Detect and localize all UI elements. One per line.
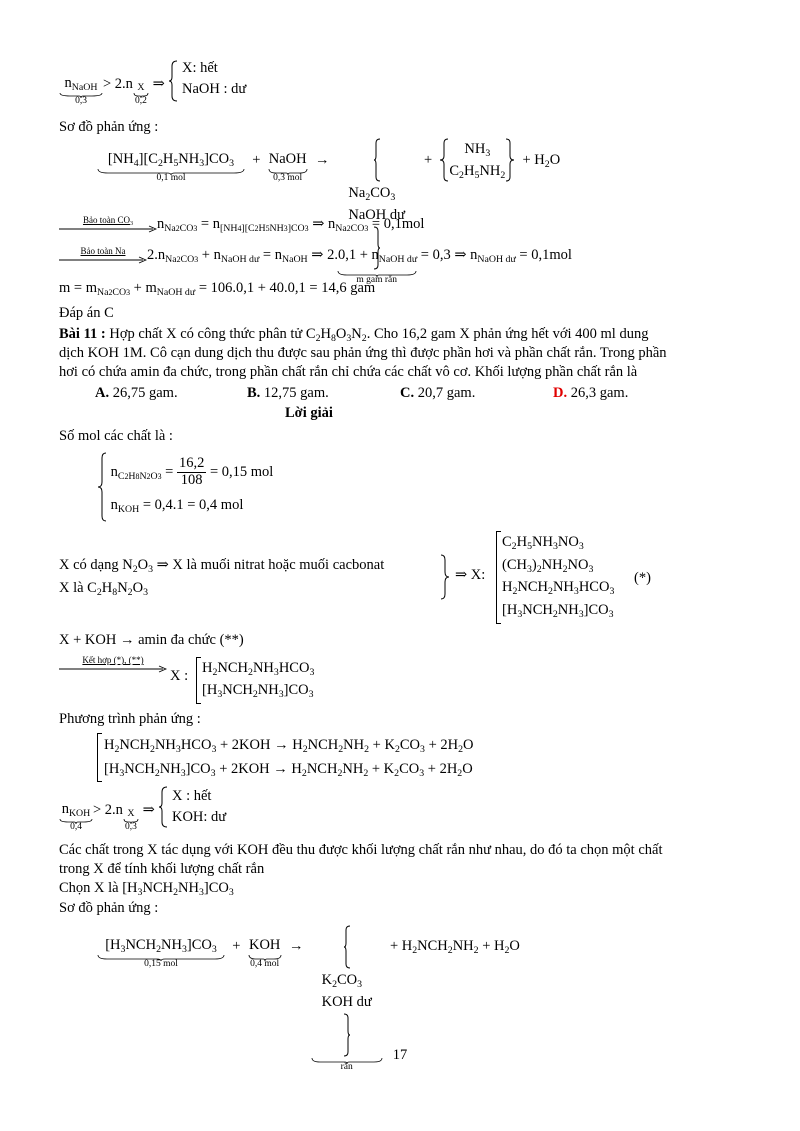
x-candidate-list [496,531,614,623]
so-do-label-1: Sơ đồ phản ứng : [59,119,159,135]
left-brace [168,60,178,102]
excess-comparison-koh: $n_{KOH}$ 0,4 > 2.n $_X$ 0,3 ⇒ X : hết KOH: dư [61,788,227,832]
option-b: B. 12,75 gam. [247,385,329,401]
x-form-line-1: X có dạng $N_2O_3$ ⇒ X là muối nitrat hoặc muối cacbonat [59,557,385,575]
pt-label: Phương trình phản ứng : [59,711,201,727]
mole-system: $n_{C2H8N2O3}$ = $\frac{16,2}{108}$ = 0,15 mol $n_{KOH} = 0,4.1 = 0,4$ mol [97,452,273,522]
option-c: C. 20,7 gam. [400,385,476,401]
page-number: 17 [392,1047,408,1063]
candidate-1: $C_2H_5NH_3NO_3$ [502,534,584,552]
so-mol-label: Số mol các chất là : [59,428,173,444]
ket-hop-line: Kết hợp (*), (**) [59,656,167,673]
star-note: (*) [634,570,651,586]
x-koh-line: X + KOH → amin đa chức (**) [59,632,244,648]
chon-x-line: Chọn X là $[H_3NCH_2NH_3]CO_3$ [59,880,234,898]
equations-bracket [97,733,102,782]
mass-calculation-line: $m = m_{Na2CO3} + m_{NaOH dư} = 106.0,1 + 40.0,1 = 14,6$ gam [59,280,376,298]
excess-comparison-naoh: $n_{NaOH}$ 0,3 > 2.n $_X$ 0,2 ⇒ X: hết NaOH : dư [59,58,246,106]
so-do-label-2: Sơ đồ phản ứng : [59,900,159,916]
paragraph-line-1: Các chất trong X tác dụng với KOH đều thu được khối lượng chất rắn như nhau, do đó ta chọn một chất [59,842,663,858]
reaction-scheme-2: $[H_3NCH_2NH_3]CO_3$ 0,15 mol + KOH 0,4 mol → $K_2CO_3$ KOH dư rắn + $H_2NCH_2NH_2 + H_2O$ [97,925,520,1072]
option-a: A. 26,75 gam. [95,385,178,401]
candidate-2: $(CH_3)_2NH_2NO_3$ [502,556,594,575]
bao-toan-co3-line: Bảo toàn $CO_3$ $n_{Na2CO3} = n_{[NH4][C2H5NH3]CO3}$ ⇒ $n_{Na2CO3} = 0,1mol$ [82,215,425,235]
problem-11-line-1: Bài 11 : Hợp chất X có công thức phân tử $C_2H_8O_3N_2$. Cho 16,2 gam X phản ứng hết với 400 ml dung [59,326,649,344]
problem-11-line-2: dịch KOH 1M. Cô cạn dung dịch thu được sau phản ứng thì được phần hơi và phần chất rắn. Trong phần [59,345,667,361]
candidate-3: $H_2NCH_2NH_3HCO_3$ [502,579,615,597]
bracket-corners [496,531,501,624]
equations-block [97,733,474,781]
equation-2: $[H_3NCH_2NH_3]CO_3 + 2KOH \to H_2NCH_2NH_2 + K_2CO_3 + 2H_2O$ [104,761,473,779]
paragraph-line-2: trong X để tính khối lượng chất rắn [59,861,265,877]
candidate-4: $[H_3NCH_2NH_3]CO_3$ [502,601,614,620]
answer-line: Đáp án C [59,305,114,321]
x-implies: ⇒ X: [455,567,486,583]
equation-1: $H_2NCH_2NH_3HCO_3 + 2KOH \to H_2NCH_2NH_2 + K_2CO_3 + 2H_2O$ [104,737,474,755]
bao-toan-na-line: Bảo toàn Na $2.n_{Na2CO3} + n_{NaOH dư} = n_{NaOH}$ ⇒ $2.0,1 + n_{NaOH dư} = 0,3$ ⇒ $n_{NaOH dư} = 0,1mol$ [80,246,572,266]
solution-heading: Lời giải [285,405,333,421]
reaction-scheme-1: $[NH_4][C_2H_5NH_3]CO_3$ 0,1 mol + NaOH 0,3 mol → $Na_2CO_3$ NaOH dư m gam rắn + $NH_3$ $C_2H_5NH_2$ + $H_2O$ [97,138,560,208]
ket-hop-list: $H_2NCH_2NH_3HCO_3$ $[H_3NCH_2NH_3]CO_3$ [196,657,314,703]
right-brace [440,554,450,600]
ket-hop-bracket [196,657,201,704]
option-d: D. 26,3 gam. [553,385,629,401]
problem-11-line-3: hơi có chứa amin đa chức, trong phần chất rắn chỉ chứa các chất vô cơ. Khối lượng phần chất rắn là [59,364,638,380]
x-form-line-2: X là $C_2H_8N_2O_3$ [59,580,148,598]
ket-hop-x: X : [170,668,189,684]
